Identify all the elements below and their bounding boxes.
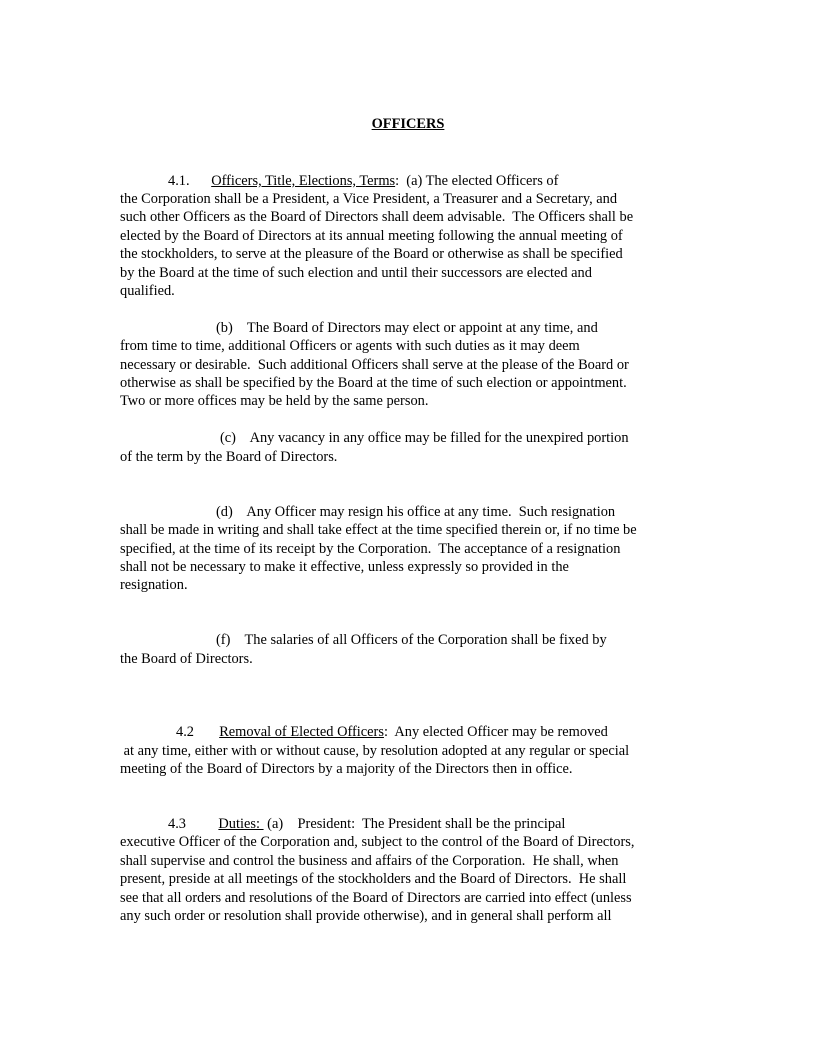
paragraph-d-line: specified, at the time of its receipt by the Corporation. The acceptance of a resignation: [120, 541, 621, 557]
section-4-2-line: at any time, either with or without cause, by resolution adopted at any regular or special: [120, 743, 630, 759]
section-4-2-first-text: : Any elected Officer may be removed: [383, 724, 608, 740]
section-4-3-line: present, preside at all meetings of the stockholders and the Board of Directors. He shall: [120, 871, 627, 887]
section-4-3-heading: Duties:: [218, 816, 264, 832]
section-4-1-number: 4.1.: [168, 173, 190, 189]
paragraph-b-line: necessary or desirable. Such additional Officers shall serve at the please of the Board or: [120, 357, 629, 373]
section-4-3-first-text: (a) President: The President shall be the principal: [263, 816, 566, 832]
section-4-1-line: the Corporation shall be a President, a Vice President, a Treasurer and a Secretary, and: [120, 191, 618, 207]
section-4-1-line: elected by the Board of Directors at its annual meeting following the annual meeting of: [120, 228, 623, 244]
section-4-3-first-line: [168, 815, 565, 833]
section-4-2-line: meeting of the Board of Directors by a majority of the Directors then in office.: [120, 761, 573, 777]
section-4-3-line: any such order or resolution shall provide otherwise), and in general shall perform all: [120, 908, 612, 924]
paragraph-d-first-line: (d) Any Officer may resign his office at any time. Such resignation: [216, 504, 616, 520]
paragraph-b-first-line: (b) The Board of Directors may elect or appoint at any time, and: [216, 320, 598, 336]
section-4-1-line: such other Officers as the Board of Directors shall deem advisable. The Officers shall be: [120, 209, 634, 225]
paragraph-b-line: otherwise as shall be specified by the Board at the time of such election or appointment.: [120, 375, 627, 391]
section-4-1-line: by the Board at the time of such election and until their successors are elected and: [120, 265, 592, 281]
section-4-2-first-line: [176, 723, 608, 741]
paragraph-f-line: the Board of Directors.: [120, 651, 253, 667]
paragraph-b-line: Two or more offices may be held by the same person.: [120, 393, 429, 409]
section-4-1-line: the stockholders, to serve at the pleasure of the Board or otherwise as shall be specified: [120, 246, 623, 262]
page-title: OFFICERS: [371, 116, 445, 132]
section-4-1-first-line: [168, 172, 558, 190]
paragraph-d-line: resignation.: [120, 577, 188, 593]
section-4-3-number: 4.3: [168, 816, 186, 832]
paragraph-d-line: shall not be necessary to make it effective, unless expressly so provided in the: [120, 559, 569, 575]
section-4-1-heading: Officers, Title, Elections, Terms: [211, 173, 396, 189]
section-4-3-line: shall supervise and control the business and affairs of the Corporation. He shall, when: [120, 853, 619, 869]
paragraph-f-first-line: (f) The salaries of all Officers of the Corporation shall be fixed by: [216, 632, 607, 648]
section-4-3-line: see that all orders and resolutions of the Board of Directors are carried into effect (unless: [120, 890, 632, 906]
paragraph-c-first-line: (c) Any vacancy in any office may be filled for the unexpired portion: [220, 430, 629, 446]
paragraph-c-line: of the term by the Board of Directors.: [120, 449, 338, 465]
section-4-2-heading: Removal of Elected Officers: [219, 724, 384, 740]
section-4-1-first-text: : (a) The elected Officers of: [395, 173, 559, 189]
section-4-1-line: qualified.: [120, 283, 175, 299]
section-4-3-line: executive Officer of the Corporation and, subject to the control of the Board of Directors,: [120, 834, 635, 850]
section-4-2-number: 4.2: [176, 724, 194, 740]
paragraph-b-line: from time to time, additional Officers or agents with such duties as it may deem: [120, 338, 580, 354]
paragraph-d-line: shall be made in writing and shall take effect at the time specified therein or, if no time be: [120, 522, 637, 538]
